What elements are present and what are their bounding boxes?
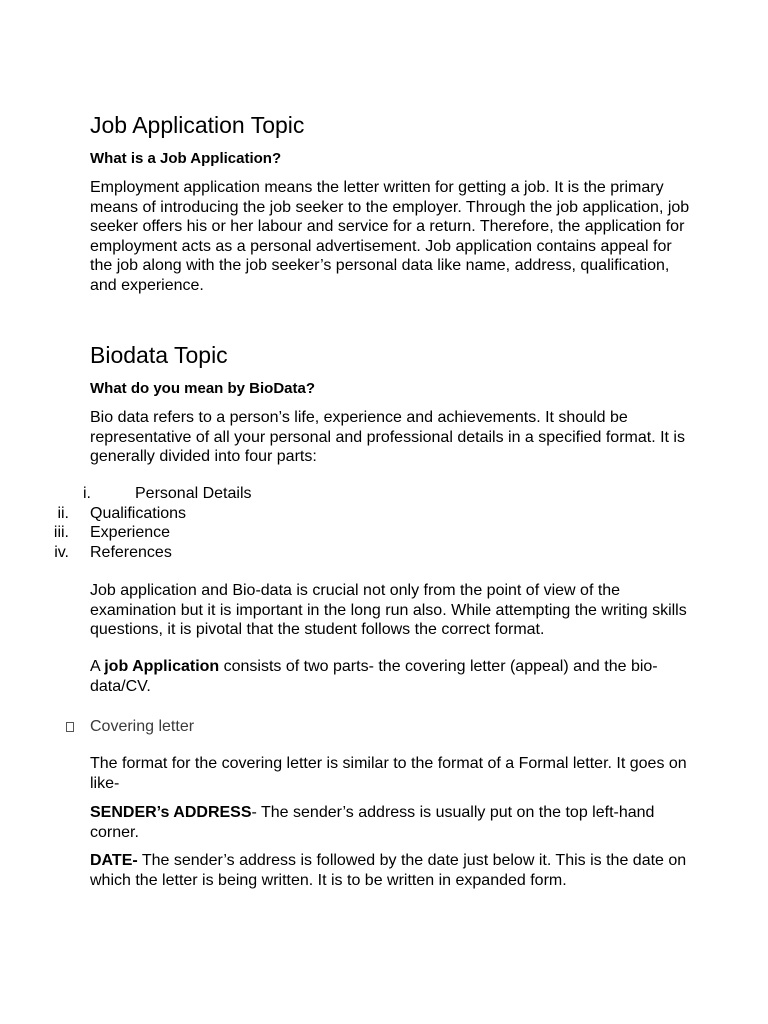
text-run: A (90, 658, 105, 675)
paragraph-sender-address (90, 803, 690, 842)
section-title-job-application: Job Application Topic (90, 112, 305, 138)
square-bullet-icon (66, 722, 74, 732)
section-title-biodata: Biodata Topic (90, 342, 228, 368)
question-job-application: What is a Job Application? (90, 150, 282, 167)
list-number: ii. (57, 505, 69, 522)
bold-text-run: SENDER’s ADDRESS (90, 804, 252, 821)
list-item: References (90, 544, 172, 561)
list-item: Personal Details (135, 485, 252, 502)
list-item: Experience (90, 524, 171, 541)
text-run: The sender’s address is followed by the date just below it. This is the date on which the letter is being written. It is to be written in expanded form. (90, 852, 687, 889)
paragraph-biodata: Bio data refers to a person’s life, experience and achievements. It should be representative of all your personal and professional details in a specified format. It is generally divided into four parts: (90, 409, 685, 465)
text-run: consists of two parts- the covering letter (appeal) and the bio-data/CV. (90, 658, 658, 695)
paragraph-job-application: Employment application means the letter written for getting a job. It is the primary means of introducing the job seeker to the employer. Through the job application, job seeker offers his or her labour and service for a return. Therefore, the application for employment acts as a personal advertisement. Job application contains appeal for the job along with the job seeker’s personal data like name, address, qualification, and experience. (90, 179, 690, 294)
bold-text-run: job Application (104, 658, 220, 675)
list-number: i. (83, 485, 91, 502)
paragraph-two-parts (90, 657, 690, 696)
list-number: iv. (54, 544, 69, 561)
paragraph-format: The format for the covering letter is similar to the format of a Formal letter. It goes on like- (90, 755, 687, 792)
question-biodata: What do you mean by BioData? (90, 380, 316, 397)
list-item: Qualifications (90, 505, 187, 522)
bullet-covering-letter: Covering letter (90, 718, 195, 735)
paragraph-date (90, 851, 690, 890)
list-number: iii. (53, 524, 69, 541)
bold-text-run: DATE- (90, 852, 138, 869)
paragraph-importance: Job application and Bio-data is crucial not only from the point of view of the examination but it is important in the long run also. While attempting the writing skills questions, it is pivotal that the student follows the correct format. (90, 582, 687, 638)
text-run: - The sender’s address is usually put on the top left-hand corner. (90, 804, 655, 841)
